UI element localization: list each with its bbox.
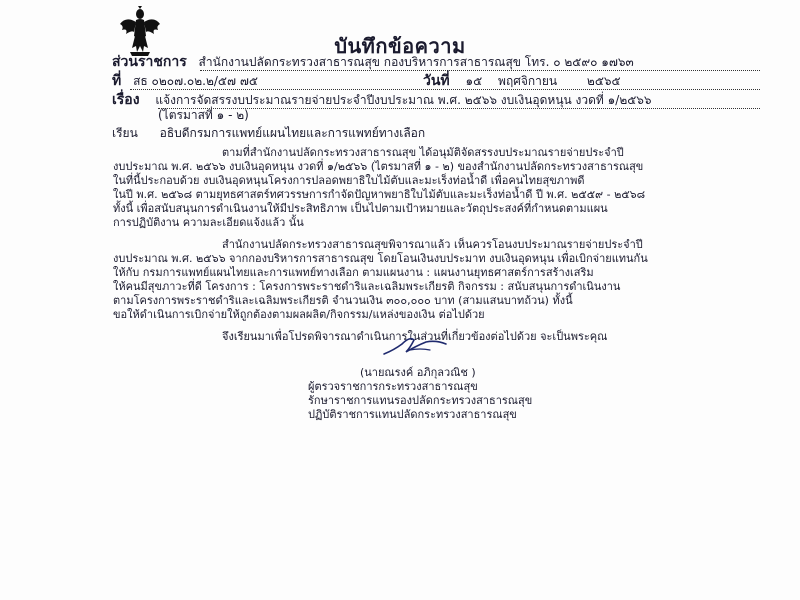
- signer-title-2: รักษาราชการแทนรองปลัดกระทรวงสาธารณสุข: [308, 394, 533, 407]
- ref-value: สธ ๐๒๐๗.๐๒.๒/๕๗ ๗๕: [133, 74, 258, 88]
- ref-label: ที่: [112, 73, 122, 89]
- to-value: อธิบดีกรมการแพทย์แผนไทยและการแพทย์ทางเลือก: [159, 126, 426, 140]
- date-label: วันที่: [423, 73, 450, 89]
- subject-line1: แจ้งการจัดสรรงบประมาณรายจ่ายประจำปีงบประมาณ พ.ศ. ๒๕๖๖ งบเงินอุดหนุน งวดที่ ๑/๒๕๖๖: [155, 93, 652, 107]
- closing-line: จึงเรียนมาเพื่อโปรดพิจารณาดำเนินการในส่วนที่เกี่ยวข้องต่อไปด้วย จะเป็นพระคุณ: [222, 330, 608, 343]
- date-day: ๑๕: [465, 74, 483, 88]
- to-label: เรียน: [112, 126, 138, 140]
- memo-title: บันทึกข้อความ: [334, 34, 466, 58]
- ref-row: [112, 74, 258, 88]
- para2-line: งบประมาณ พ.ศ. ๒๕๖๖ จากกองบริหารการสาธารณสุข โดยโอนเงินงบประมาท งบเงินอุดหนุน เพื่อเบิกจ่ายแทนกัน: [113, 252, 648, 265]
- para1-line: งบประมาณ พ.ศ. ๒๕๖๖ งบเงินอุดหนุน งวดที่ ๑/๒๕๖๖ (ไตรมาสที่ ๑ - ๒) ของสำนักงานปลัดกระทรวงสาธารณสุข: [113, 160, 644, 173]
- handwritten-signature: [380, 330, 450, 360]
- signer-name: (นายณรงค์ อภิกุลวณิช ): [360, 366, 476, 379]
- subject-line2: (ไตรมาสที่ ๑ - ๒): [158, 108, 249, 122]
- para2-line: ตามโครงการพระราชดำริและเฉลิมพระเกียรติ จำนวนเงิน ๓๐๐,๐๐๐ บาท (สามแสนบาทถ้วน) ทั้งนี้: [113, 294, 573, 307]
- agency-value: สำนักงานปลัดกระทรวงสาธารณสุข กองบริหารการสาธารณสุข โทร. ๐ ๒๕๙๐ ๑๗๖๓: [198, 55, 634, 69]
- signer-title-3: ปฏิบัติราชการแทนปลัดกระทรวงสาธารณสุข: [308, 408, 517, 421]
- to-row: [112, 126, 425, 140]
- para1-line: ตามที่สำนักงานปลัดกระทรวงสาธารณสุข ได้อนุมัติจัดสรรงบประมาณรายจ่ายประจำปี: [222, 146, 624, 159]
- para1-line: ในที่นี้ประกอบด้วย งบเงินอุดหนุนโครงการปลอดพยาธิใบไม้ตับและมะเร็งท่อน้ำดี เพื่อคนไทยสุขภาพดี: [113, 174, 585, 187]
- signer-title-1: ผู้ตรวจราชการกระทรวงสาธารณสุข: [308, 380, 478, 393]
- subject-label: เรื่อง: [112, 92, 140, 108]
- dotted-rule: [200, 70, 760, 71]
- para1-line: ทั้งนี้ เพื่อสนับสนุนการดำเนินงานให้มีประสิทธิภาพ เป็นไปตามเป้าหมายและวัตถุประสงค์ที่กำหนดตามแผน: [113, 202, 608, 215]
- para2-line: ให้กับ กรมการแพทย์แผนไทยและการแพทย์ทางเลือก ตามแผนงาน : แผนงานยุทธศาสตร์การสร้างเสริม: [113, 266, 594, 279]
- agency-row: [112, 55, 634, 69]
- para2-line: ให้คนมีสุขภาวะที่ดี โครงการ : โครงการพระราชดำริและเฉลิมพระเกียรติ กิจกรรม : สนับสนุนการดำเนินงาน: [113, 280, 621, 293]
- para2-line: ขอให้ดำเนินการเบิกจ่ายให้ถูกต้องตามผลผลิต/กิจกรรม/แหล่งของเงิน ต่อไปด้วย: [113, 308, 485, 321]
- date-row: [423, 74, 621, 88]
- para1-line: การปฏิบัติงาน ความละเอียดแจ้งแล้ว นั้น: [113, 216, 304, 229]
- agency-label: ส่วนราชการ: [112, 54, 187, 70]
- subject-row: [112, 93, 652, 107]
- para1-line: ในปี พ.ศ. ๒๕๖๘ ตามยุทธศาสตร์ทศวรรษการกำจัดปัญหาพยาธิใบไม้ตับและมะเร็งท่อน้ำดี ปี พ.ศ. ๒๕๕๙ - ๒๕๖๘: [113, 188, 646, 201]
- date-year: ๒๕๖๕: [586, 74, 621, 88]
- para2-line: สำนักงานปลัดกระทรวงสาธารณสุขพิจารณาแล้ว เห็นควรโอนงบประมาณรายจ่ายประจำปี: [222, 238, 643, 251]
- date-month: พฤศจิกายน: [498, 74, 558, 88]
- dotted-rule: [130, 89, 760, 90]
